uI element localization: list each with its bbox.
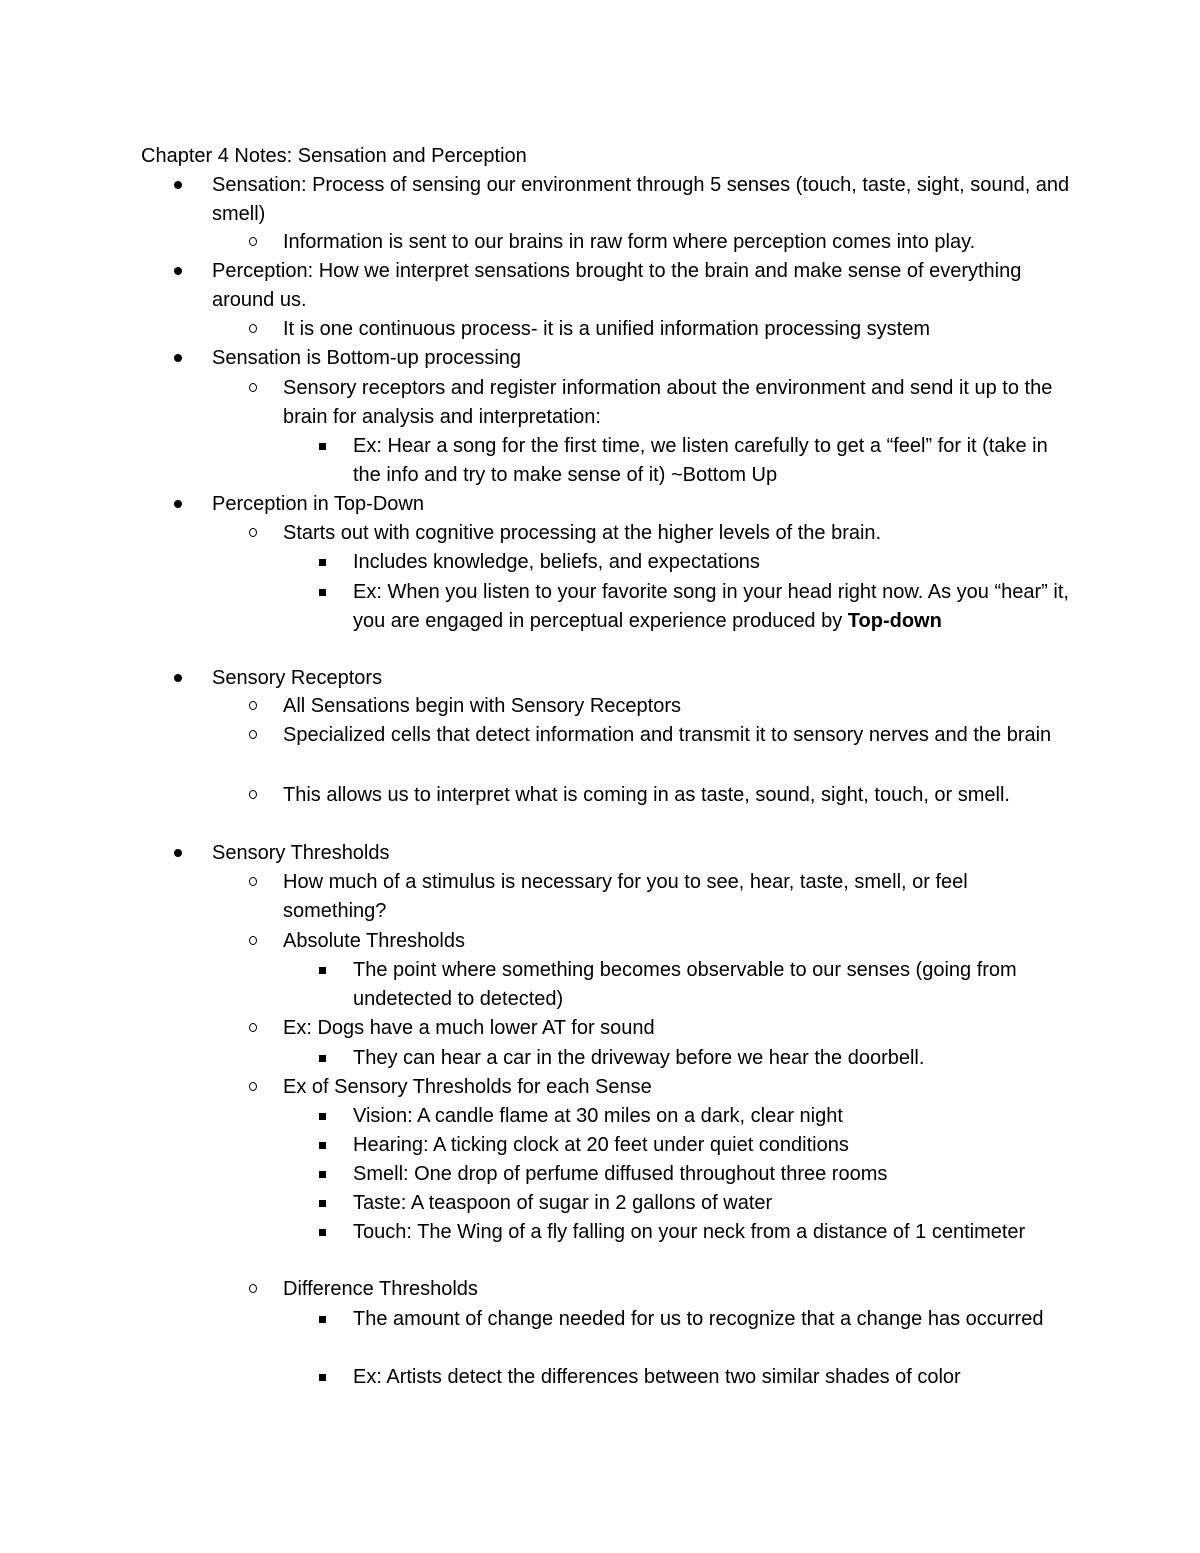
list-item-body: Starts out with cognitive processing at the higher levels of the brain. — [283, 522, 882, 544]
list-item-text — [212, 257, 1072, 315]
list-item-body: Difference Thresholds — [283, 1278, 478, 1300]
bullet-marker — [313, 432, 353, 461]
list-item-level-3 — [313, 1305, 1073, 1334]
list-item-text — [283, 927, 1073, 956]
bullet-dot-icon — [174, 674, 182, 682]
bullet-circle-icon — [249, 877, 257, 886]
list-item-text — [212, 171, 1072, 229]
bullet-marker — [172, 257, 212, 286]
list-item-text — [283, 692, 1073, 721]
bullet-marker — [313, 1102, 353, 1131]
bullet-marker — [172, 839, 212, 868]
list-item-level-3 — [313, 1363, 1073, 1392]
list-item-level-2 — [243, 781, 1073, 810]
list-item-level-1 — [172, 839, 1072, 868]
bullet-marker — [243, 315, 283, 344]
bullet-circle-icon — [249, 701, 257, 710]
list-item-text — [283, 781, 1073, 810]
bullet-marker — [172, 344, 212, 373]
list-item-level-2 — [243, 374, 1073, 432]
bullet-circle-icon — [249, 1284, 257, 1293]
list-item-level-3 — [313, 1160, 1073, 1189]
list-item-body: Smell: One drop of perfume diffused throughout three rooms — [353, 1163, 888, 1185]
bullet-marker — [243, 1014, 283, 1043]
list-item-body: They can hear a car in the driveway before we hear the doorbell. — [353, 1047, 925, 1069]
list-item-body: How much of a stimulus is necessary for you to see, hear, taste, smell, or feel something? — [283, 871, 968, 922]
bullet-marker — [313, 1160, 353, 1189]
bullet-dot-icon — [174, 500, 182, 508]
bullet-square-icon — [319, 1374, 326, 1381]
list-item-level-2 — [243, 927, 1073, 956]
list-item-level-1 — [172, 171, 1072, 229]
bullet-square-icon — [319, 1229, 326, 1236]
list-item-level-1 — [172, 344, 1072, 373]
bullet-square-icon — [319, 967, 326, 974]
list-item-text — [212, 490, 1072, 519]
list-item-level-3 — [313, 1131, 1073, 1160]
list-item-body: Information is sent to our brains in raw form where perception comes into play. — [283, 231, 976, 253]
list-item-body: All Sensations begin with Sensory Receptors — [283, 695, 681, 717]
bullet-circle-icon — [249, 1023, 257, 1032]
bullet-marker — [243, 374, 283, 403]
list-item-body: Ex: Dogs have a much lower AT for sound — [283, 1017, 655, 1039]
list-item-body: Absolute Thresholds — [283, 930, 465, 952]
list-item-body: Sensory Thresholds — [212, 842, 390, 864]
list-item-body: Sensation: Process of sensing our environment through 5 senses (touch, taste, sight, sound, and smell) — [212, 174, 1070, 225]
list-item-body: The point where something becomes observable to our senses (going from undetected to detected) — [353, 959, 1017, 1010]
bullet-circle-icon — [249, 1082, 257, 1091]
bullet-circle-icon — [249, 730, 257, 739]
bullet-dot-icon — [174, 354, 182, 362]
bullet-marker — [243, 781, 283, 810]
list-item-text — [283, 721, 1073, 750]
list-item-text — [212, 839, 1072, 868]
page-title: Chapter 4 Notes: Sensation and Perception — [141, 145, 527, 167]
bullet-circle-icon — [249, 528, 257, 537]
list-item-body: Perception: How we interpret sensations brought to the brain and make sense of everything around us. — [212, 260, 1022, 311]
list-item-body: Perception in Top-Down — [212, 493, 424, 515]
bullet-square-icon — [319, 1142, 326, 1149]
bullet-circle-icon — [249, 383, 257, 392]
bullet-marker — [313, 1218, 353, 1247]
bullet-circle-icon — [249, 237, 257, 246]
list-item-body: Hearing: A ticking clock at 20 feet under quiet conditions — [353, 1134, 849, 1156]
list-item-body: Specialized cells that detect information and transmit it to sensory nerves and the brain — [283, 724, 1052, 746]
list-item-level-2 — [243, 315, 1073, 344]
bullet-square-icon — [319, 1200, 326, 1207]
list-item-level-2 — [243, 1073, 1073, 1102]
bullet-square-icon — [319, 1055, 326, 1062]
list-item-level-3 — [313, 1044, 1073, 1073]
list-item-body: Vision: A candle flame at 30 miles on a dark, clear night — [353, 1105, 843, 1127]
list-item-text — [353, 1102, 1073, 1131]
list-item-body: It is one continuous process- it is a unified information processing system — [283, 318, 930, 340]
bullet-circle-icon — [249, 790, 257, 799]
list-item-body: Includes knowledge, beliefs, and expectations — [353, 551, 760, 573]
bullet-square-icon — [319, 589, 326, 596]
list-item-text — [283, 1073, 1073, 1102]
list-item-level-1 — [172, 257, 1072, 315]
bullet-marker — [313, 578, 353, 607]
list-item-level-1 — [172, 664, 1072, 693]
list-item-text — [353, 432, 1073, 490]
list-item-text — [283, 519, 1073, 548]
bullet-marker — [243, 228, 283, 257]
bullet-marker — [172, 171, 212, 200]
list-item-level-1 — [172, 490, 1072, 519]
list-item-text — [283, 374, 1073, 432]
list-item-level-2 — [243, 228, 1073, 257]
bullet-square-icon — [319, 1171, 326, 1178]
bullet-marker — [313, 956, 353, 985]
list-item-text — [353, 956, 1073, 1014]
list-item-level-2 — [243, 1014, 1073, 1043]
list-item-text — [283, 1275, 1073, 1304]
list-item-text — [353, 1131, 1073, 1160]
list-item-body: Sensory receptors and register information about the environment and send it up to the brain for analysis and interpretation: — [283, 377, 1053, 428]
list-item-body: Ex: Artists detect the differences between two similar shades of color — [353, 1366, 961, 1388]
list-item-body: Ex: Hear a song for the first time, we listen carefully to get a “feel” for it (take in the info and try to make sense of it) ~Bottom Up — [353, 435, 1048, 486]
list-item-text — [212, 664, 1072, 693]
bullet-marker — [313, 548, 353, 577]
bullet-circle-icon — [249, 936, 257, 945]
list-item-text — [353, 1189, 1073, 1218]
bullet-marker — [172, 490, 212, 519]
bullet-marker — [313, 1363, 353, 1392]
list-item-body: Touch: The Wing of a fly falling on your neck from a distance of 1 centimeter — [353, 1221, 1026, 1243]
bold-term: Top-down — [847, 610, 942, 632]
list-item-level-3 — [313, 578, 1073, 636]
list-item-text — [283, 1014, 1073, 1043]
list-item-body: Ex of Sensory Thresholds for each Sense — [283, 1076, 652, 1098]
bullet-marker — [243, 519, 283, 548]
bullet-marker — [243, 1073, 283, 1102]
bullet-dot-icon — [174, 181, 182, 189]
bullet-dot-icon — [174, 267, 182, 275]
list-item-text — [353, 548, 1073, 577]
list-item-text — [353, 1218, 1073, 1247]
list-item-text — [212, 344, 1072, 373]
list-item-level-3 — [313, 548, 1073, 577]
list-item-body: Sensory Receptors — [212, 667, 383, 689]
bullet-marker — [243, 868, 283, 897]
bullet-marker — [313, 1044, 353, 1073]
bullet-marker — [243, 1275, 283, 1304]
list-item-text — [283, 868, 1073, 926]
list-item-level-2 — [243, 519, 1073, 548]
list-item-level-3 — [313, 432, 1073, 490]
list-item-level-2 — [243, 692, 1073, 721]
list-item-text — [283, 228, 1073, 257]
list-item-body: Taste: A teaspoon of sugar in 2 gallons of water — [353, 1192, 773, 1214]
list-item-body: This allows us to interpret what is coming in as taste, sound, sight, touch, or smell. — [283, 784, 1010, 806]
bullet-circle-icon — [249, 324, 257, 333]
bullet-marker — [313, 1131, 353, 1160]
bullet-square-icon — [319, 1316, 326, 1323]
bullet-marker — [243, 927, 283, 956]
bullet-marker — [313, 1305, 353, 1334]
list-item-text — [353, 1044, 1073, 1073]
list-item-text — [353, 1363, 1073, 1392]
bullet-marker — [172, 664, 212, 693]
list-item-level-2 — [243, 1275, 1073, 1304]
list-item-level-3 — [313, 1102, 1073, 1131]
list-item-level-2 — [243, 868, 1073, 926]
list-item-level-3 — [313, 1189, 1073, 1218]
bullet-marker — [313, 1189, 353, 1218]
list-item-body: Ex: When you listen to your favorite song in your head right now. As you “hear” it, you are engaged in perceptual experience produced by — [353, 581, 1069, 632]
bullet-square-icon — [319, 559, 326, 566]
list-item-level-3 — [313, 956, 1073, 1014]
list-item-text — [353, 1305, 1073, 1334]
bullet-dot-icon — [174, 849, 182, 857]
list-item-level-3 — [313, 1218, 1073, 1247]
list-item-level-2 — [243, 721, 1073, 750]
bullet-marker — [243, 721, 283, 750]
bullet-square-icon — [319, 1113, 326, 1120]
list-item-text — [353, 578, 1073, 636]
list-item-body: The amount of change needed for us to recognize that a change has occurred — [353, 1308, 1044, 1330]
bullet-square-icon — [319, 443, 326, 450]
list-item-body: Sensation is Bottom-up processing — [212, 347, 522, 369]
list-item-text — [353, 1160, 1073, 1189]
bullet-marker — [243, 692, 283, 721]
list-item-text — [283, 315, 1073, 344]
